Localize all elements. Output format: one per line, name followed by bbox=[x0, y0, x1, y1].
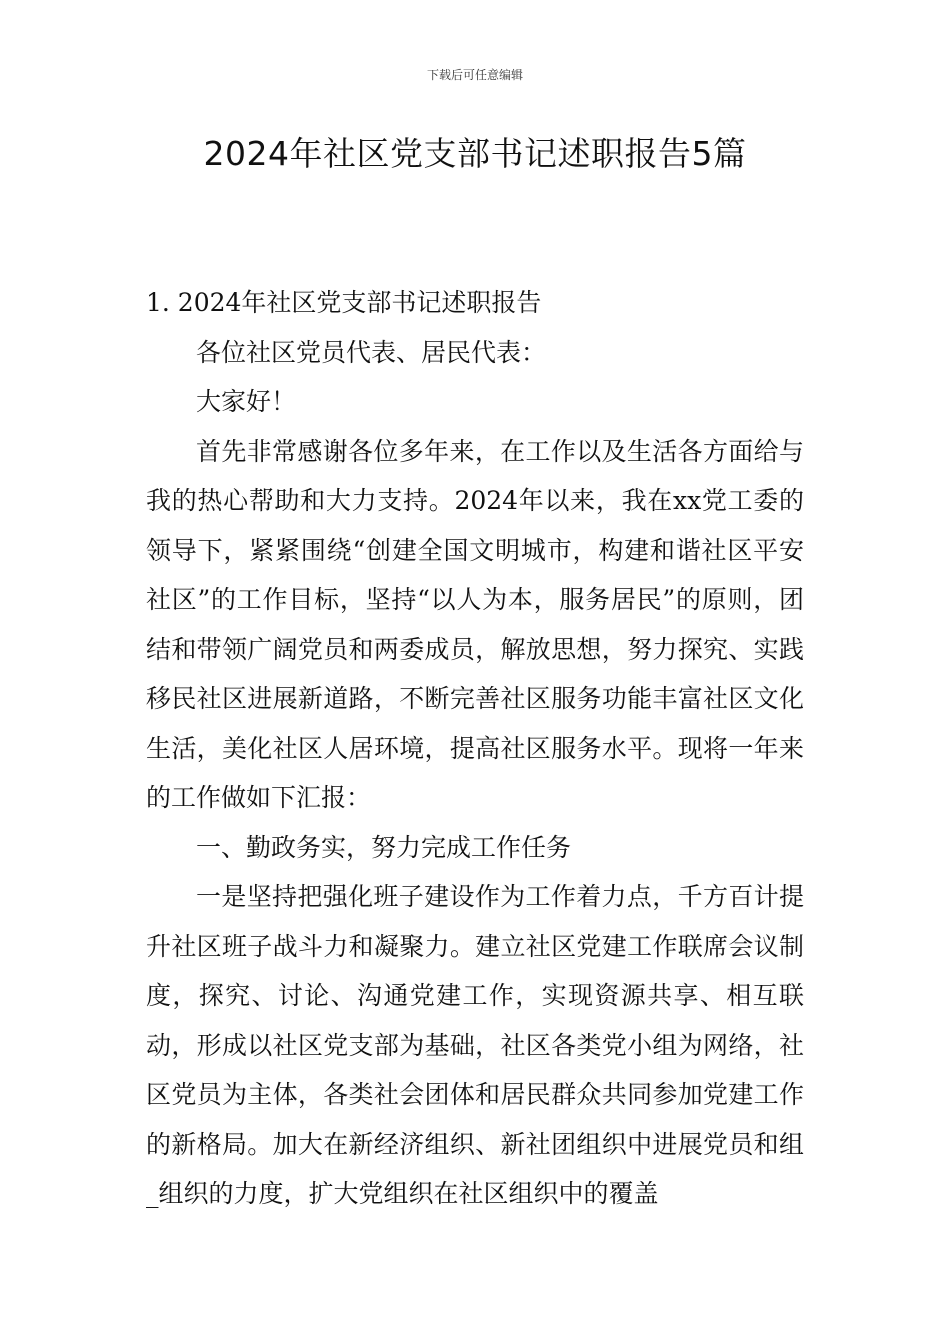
subsection-heading: 一、勤政务实，努力完成工作任务 bbox=[196, 832, 572, 862]
salutation: 各位社区党员代表、居民代表： bbox=[196, 337, 547, 367]
section-heading: 1. 2024年社区党支部书记述职报告 bbox=[146, 288, 542, 317]
paragraph: 一是坚持把强化班子建设作为工作着力点，千方百计提升社区班子战斗力和凝聚力。建立社区党建工作联席会议制度，探究、讨论、沟通党建工作，实现资源共享、相互联动，形成以社区党支部为基础，社区各类党小组为网络，社区党员为主体，各类社会团体和居民群众共同参加党建工作的新格局。加大在新经济组织、新社团组织中进展党员和组_组织的力度，扩大党组织在社区组织中的覆盖 bbox=[146, 882, 804, 1208]
header-note: 下载后可任意编辑 bbox=[426, 68, 523, 82]
document-title: 2024年社区党支部书记述职报告5篇 bbox=[203, 134, 747, 173]
document-body bbox=[146, 278, 804, 1219]
paragraph: 首先非常感谢各位多年来，在工作以及生活各方面给与我的热心帮助和大力支持。2024年以来，我在xx党工委的领导下，紧紧围绕“创建全国文明城市，构建和谐社区平安社区”的工作目标，坚持“以人为本，服务居民”的原则，团结和带领广阔党员和两委成员，解放思想，努力探究、实践移民社区进展新道路，不断完善社区服务功能丰富社区文化生活，美化社区人居环境，提高社区服务水平。现将一年来的工作做如下汇报： bbox=[146, 436, 804, 812]
greeting: 大家好！ bbox=[196, 387, 297, 416]
